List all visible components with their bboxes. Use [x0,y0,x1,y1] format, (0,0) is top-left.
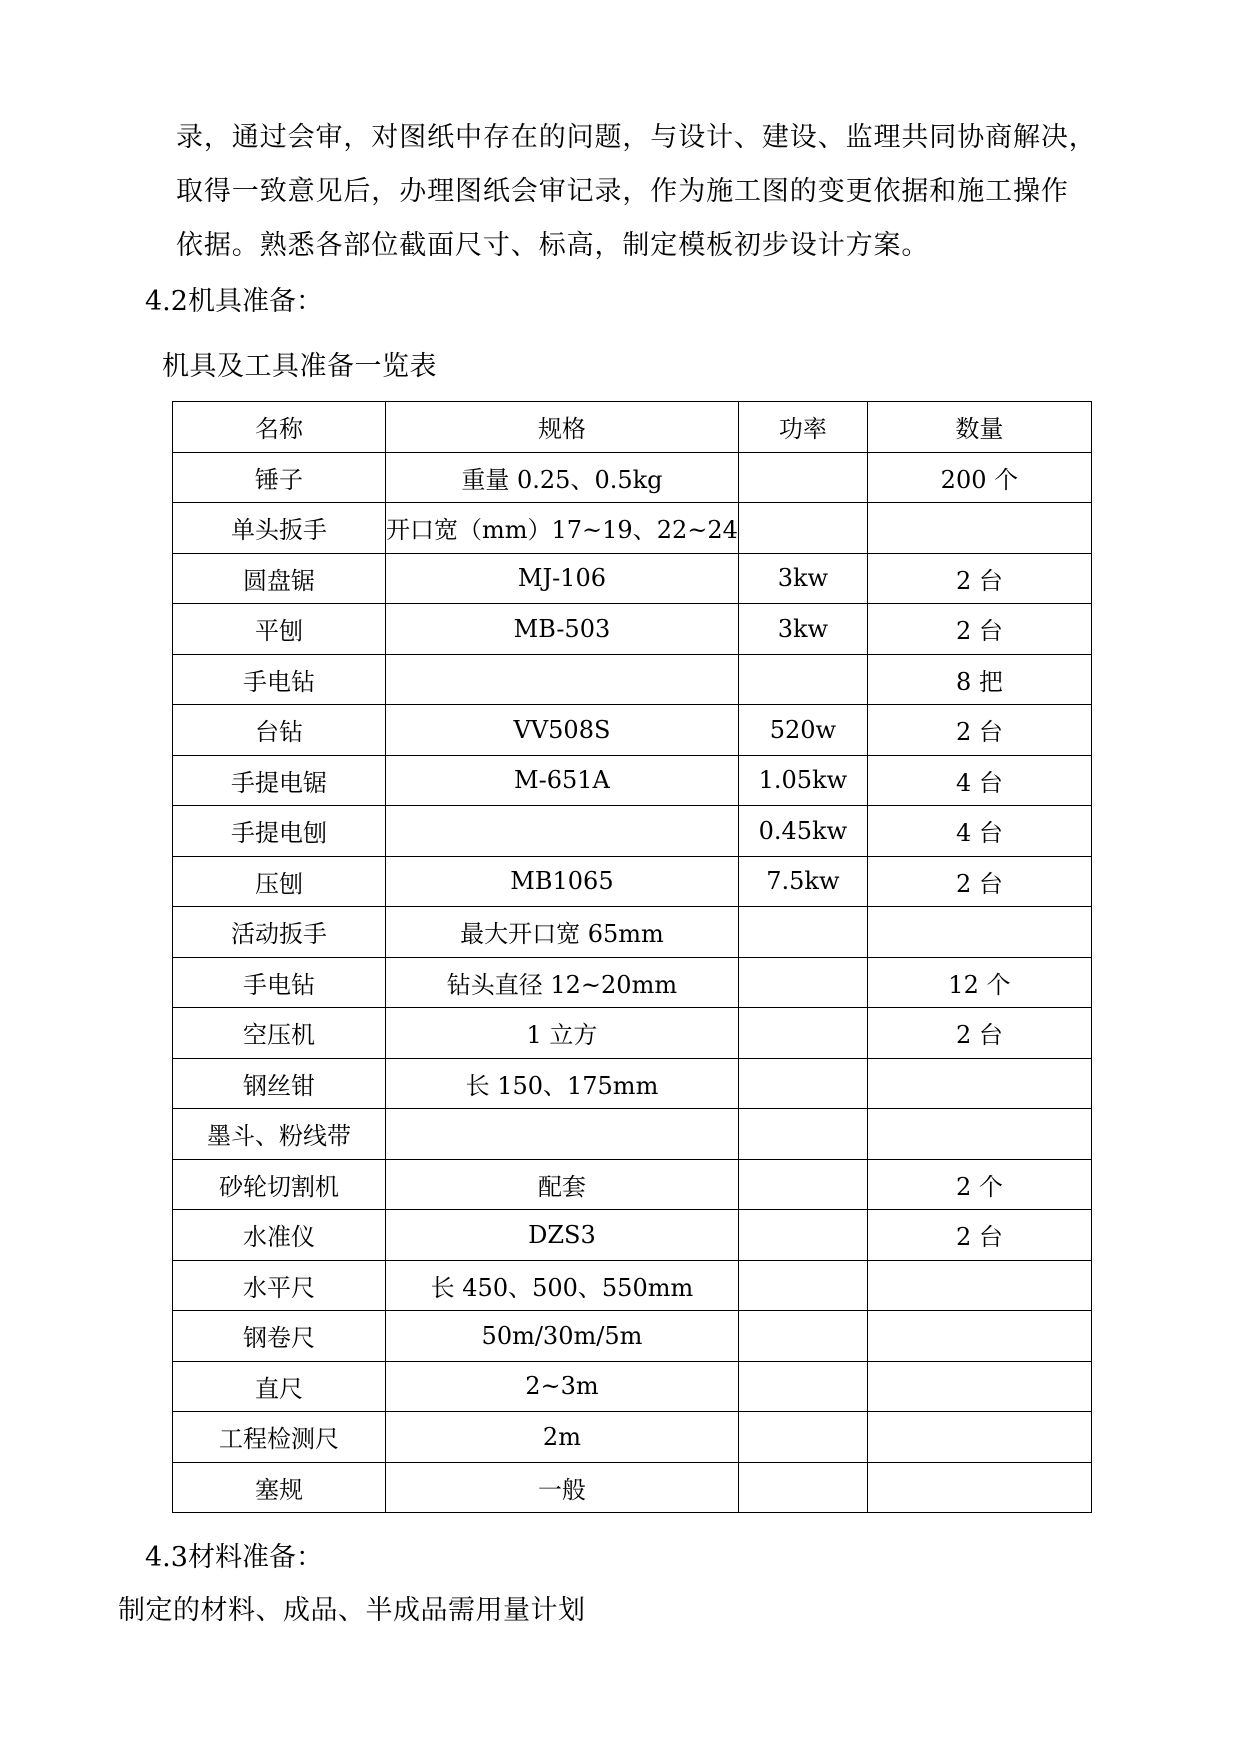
table-row [173,1058,1092,1109]
table-row [173,1159,1092,1210]
tools-table [172,401,1092,1513]
table-row [173,907,1092,958]
cell-name: 手提电刨 [173,806,386,857]
paragraph-line-2: 取得一致意见后，办理图纸会审记录，作为施工图的变更依据和施工操作 [176,176,1069,207]
table-header-row [173,402,1092,453]
cell-quantity: 4 台 [867,755,1091,806]
table-caption: 机具及工具准备一览表 [162,351,437,382]
cell-quantity [867,1462,1091,1513]
cell-power [738,907,867,958]
cell-spec: M-651A [386,755,739,806]
cell-name: 水平尺 [173,1260,386,1311]
cell-quantity: 2 台 [867,1008,1091,1059]
table-row [173,604,1092,655]
table-row [173,553,1092,604]
paragraph-line-1: 录，通过会审，对图纸中存在的问题，与设计、建设、监理共同协商解决， [176,122,1097,153]
cell-spec: 2m [386,1412,739,1463]
cell-quantity [867,907,1091,958]
section-heading-materials: 4.3材料准备： [145,1542,323,1573]
cell-power [738,1311,867,1362]
cell-spec [386,654,739,705]
header-quantity: 数量 [867,402,1091,453]
header-name: 名称 [173,402,386,453]
cell-name: 平刨 [173,604,386,655]
cell-quantity: 200 个 [867,452,1091,503]
cell-power: 3kw [738,553,867,604]
cell-spec: 配套 [386,1159,739,1210]
table-row [173,654,1092,705]
cell-spec: 重量 0.25、0.5kg [386,452,739,503]
table-row [173,503,1092,554]
cell-name: 单头扳手 [173,503,386,554]
cell-name: 锤子 [173,452,386,503]
cell-quantity: 12 个 [867,957,1091,1008]
cell-quantity: 2 个 [867,1159,1091,1210]
cell-name: 墨斗、粉线带 [173,1109,386,1160]
cell-power [738,1260,867,1311]
cell-name: 压刨 [173,856,386,907]
cell-name: 工程检测尺 [173,1412,386,1463]
cell-spec: MB-503 [386,604,739,655]
cell-spec: MJ-106 [386,553,739,604]
cell-power [738,1462,867,1513]
table-row [173,705,1092,756]
cell-spec: VV508S [386,705,739,756]
table-row [173,1462,1092,1513]
table-row [173,452,1092,503]
table-row [173,957,1092,1008]
cell-spec: 长 150、175mm [386,1058,739,1109]
cell-power [738,654,867,705]
cell-name: 手电钻 [173,654,386,705]
cell-power [738,1361,867,1412]
cell-name: 手提电锯 [173,755,386,806]
header-spec: 规格 [386,402,739,453]
cell-power [738,1412,867,1463]
cell-name: 钢丝钳 [173,1058,386,1109]
table-row [173,806,1092,857]
cell-spec: 钻头直径 12~20mm [386,957,739,1008]
cell-spec: 开口宽（mm）17~19、22~24 [386,503,739,554]
cell-spec [386,1109,739,1160]
cell-quantity: 4 台 [867,806,1091,857]
cell-power [738,1109,867,1160]
table-row [173,856,1092,907]
cell-power: 0.45kw [738,806,867,857]
cell-power [738,1210,867,1261]
cell-name: 活动扳手 [173,907,386,958]
cell-name: 直尺 [173,1361,386,1412]
cell-power [738,1008,867,1059]
materials-text: 制定的材料、成品、半成品需用量计划 [118,1595,586,1626]
table-row [173,1109,1092,1160]
cell-spec [386,806,739,857]
cell-spec: DZS3 [386,1210,739,1261]
cell-power [738,452,867,503]
cell-spec: 一般 [386,1462,739,1513]
cell-quantity [867,1311,1091,1362]
cell-power: 7.5kw [738,856,867,907]
cell-spec: 最大开口宽 65mm [386,907,739,958]
section-heading-machinery: 4.2机具准备： [145,286,323,317]
cell-name: 台钻 [173,705,386,756]
cell-spec: 2~3m [386,1361,739,1412]
paragraph-line-3: 依据。熟悉各部位截面尺寸、标高，制定模板初步设计方案。 [176,230,930,261]
cell-quantity: 2 台 [867,604,1091,655]
cell-quantity [867,1058,1091,1109]
cell-power: 3kw [738,604,867,655]
cell-power [738,503,867,554]
cell-quantity [867,1260,1091,1311]
cell-power [738,1058,867,1109]
cell-spec: 50m/30m/5m [386,1311,739,1362]
table-row [173,1260,1092,1311]
cell-quantity [867,503,1091,554]
cell-power [738,1159,867,1210]
cell-spec: 1 立方 [386,1008,739,1059]
table-row [173,1008,1092,1059]
cell-quantity [867,1361,1091,1412]
table-row [173,755,1092,806]
cell-quantity: 2 台 [867,553,1091,604]
cell-name: 砂轮切割机 [173,1159,386,1210]
cell-quantity [867,1109,1091,1160]
table-row [173,1311,1092,1362]
cell-name: 钢卷尺 [173,1311,386,1362]
cell-name: 水准仪 [173,1210,386,1261]
table-body [173,452,1092,1513]
cell-power [738,957,867,1008]
cell-name: 手电钻 [173,957,386,1008]
header-power: 功率 [738,402,867,453]
table-row [173,1361,1092,1412]
cell-quantity [867,1412,1091,1463]
cell-quantity: 2 台 [867,1210,1091,1261]
cell-quantity: 2 台 [867,856,1091,907]
cell-name: 塞规 [173,1462,386,1513]
cell-quantity: 8 把 [867,654,1091,705]
table-row [173,1412,1092,1463]
table-row [173,1210,1092,1261]
cell-spec: 长 450、500、550mm [386,1260,739,1311]
cell-spec: MB1065 [386,856,739,907]
cell-power: 1.05kw [738,755,867,806]
cell-name: 圆盘锯 [173,553,386,604]
cell-quantity: 2 台 [867,705,1091,756]
cell-power: 520w [738,705,867,756]
cell-name: 空压机 [173,1008,386,1059]
